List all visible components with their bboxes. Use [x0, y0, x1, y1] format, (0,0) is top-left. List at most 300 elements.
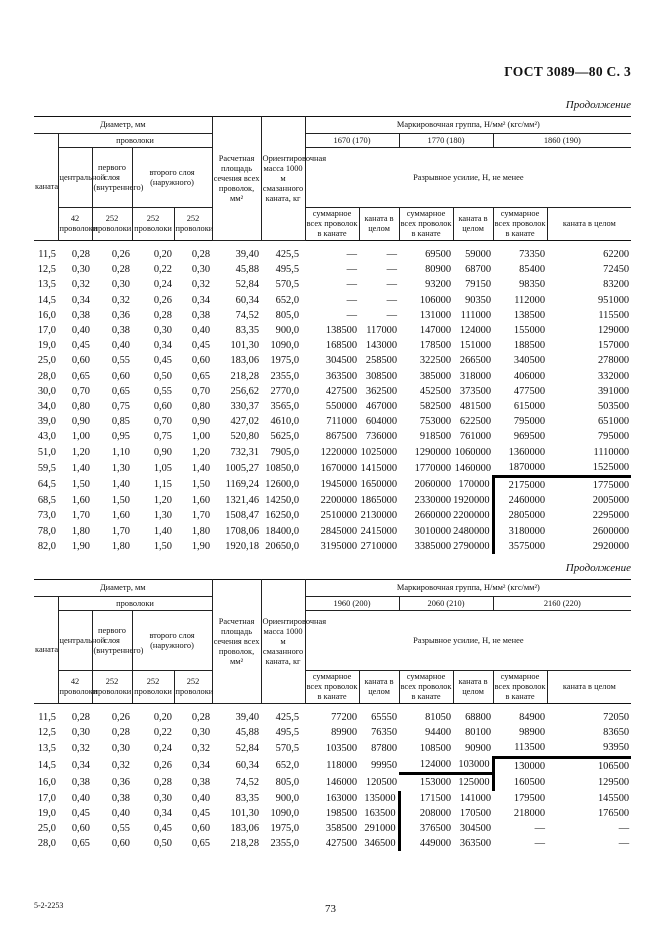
table-cell: 308500: [365, 370, 398, 382]
table-cell: 362500: [365, 385, 398, 397]
table-cell: 2790000: [453, 540, 490, 552]
table-cell: 2200000: [320, 495, 358, 507]
table-cell: 304500: [325, 355, 358, 367]
table-cell: 805,0: [275, 776, 300, 788]
table-cell: 120500: [365, 776, 398, 788]
table-cell: 43,0: [37, 431, 56, 443]
table-cell: 495,5: [275, 727, 300, 739]
table-cell: 113500: [514, 742, 546, 754]
column-header: 252 проволоки: [132, 208, 174, 241]
table-cell: 146000: [325, 776, 358, 788]
table-cell: 163000: [325, 792, 358, 804]
table-cell: 52,84: [235, 743, 260, 755]
table-cell: —: [346, 309, 358, 321]
table-cell: 0,55: [153, 385, 172, 397]
column-header: Разрывное усилие, Н, не менее: [305, 611, 631, 671]
table-cell: 101,30: [230, 807, 260, 819]
table-cell: 0,32: [191, 743, 211, 755]
table-cell: 0,40: [71, 792, 90, 804]
column-header: 252 проволоки: [132, 671, 174, 704]
table-cell: 652,0: [275, 294, 300, 306]
table-cell: 25,0: [37, 355, 56, 367]
table-cell: 2060000: [414, 479, 452, 491]
table-cell: 427,02: [230, 416, 260, 428]
table-cell: 131000: [419, 309, 452, 321]
table-cell: 0,34: [71, 759, 90, 771]
table-cell: 1110000: [593, 446, 630, 458]
table-cell: 1415000: [360, 462, 398, 474]
table-cell: 3010000: [414, 525, 452, 537]
table-cell: 2510000: [320, 510, 358, 522]
table-cell: 16,0: [37, 309, 56, 321]
table-cell: 188500: [513, 340, 546, 352]
table-header-row: [34, 117, 631, 134]
table-row: [34, 539, 631, 554]
table-cell: 0,28: [191, 712, 211, 723]
table-cell: 1920000: [453, 495, 490, 507]
table-cell: 163500: [364, 807, 396, 819]
table-cell: 0,40: [191, 325, 211, 337]
table-cell: 1,10: [111, 446, 130, 458]
table-cell: 135000: [364, 792, 396, 804]
column-header: второго слоя (наружного): [132, 611, 212, 671]
table-cell: —: [346, 249, 358, 260]
table-cell: 0,30: [191, 727, 211, 739]
table-cell: 28,0: [37, 370, 56, 382]
table-cell: 330,37: [230, 401, 260, 413]
table-cell: 0,65: [191, 370, 211, 382]
table-row: [34, 277, 631, 292]
table-cell: 4610,0: [270, 416, 300, 428]
column-header: 1960 (200): [305, 597, 399, 611]
table-cell: 68800: [465, 712, 492, 723]
table-header-row: [34, 134, 631, 148]
column-header: каната: [34, 597, 58, 704]
table-cell: 0,40: [111, 340, 130, 352]
table-cell: 900,0: [275, 325, 300, 337]
table-cell: 3565,0: [270, 401, 300, 413]
table-cell: 1,60: [71, 495, 90, 507]
table-cell: 1670000: [320, 462, 358, 474]
table-row: [34, 399, 631, 414]
table-row: [34, 806, 631, 821]
table-cell: 45,88: [235, 727, 260, 739]
table-row: [34, 369, 631, 384]
table-cell: 13,5: [37, 279, 56, 291]
table-cell: 125000: [453, 774, 493, 791]
table-cell: 79150: [465, 279, 492, 291]
table-cell: 129500: [597, 776, 630, 788]
column-header: проволоки: [58, 134, 212, 148]
table-cell: 124000: [419, 759, 452, 771]
table-cell: 1060000: [454, 446, 492, 458]
table-cell: —: [386, 249, 398, 260]
table-cell: 1321,46: [225, 495, 260, 507]
table-cell: 1025000: [360, 446, 398, 458]
continuation-label: Продолжение: [565, 562, 631, 574]
table-cell: 0,22: [153, 264, 172, 276]
table-cell: 106500: [547, 757, 631, 774]
column-header: 252 проволоки: [174, 208, 212, 241]
table-cell: 183,06: [230, 822, 260, 834]
table-cell: 52,84: [235, 279, 260, 291]
column-header: первого слоя (внутреннего): [92, 611, 132, 671]
table-cell: 59000: [465, 249, 492, 260]
table-cell: 89900: [331, 727, 358, 739]
table-cell: 0,75: [153, 431, 172, 443]
table-cell: 82,0: [37, 540, 56, 552]
table-cell: 0,50: [153, 838, 172, 850]
table-cell: 795000: [513, 416, 546, 428]
column-header: 2160 (220): [493, 597, 631, 611]
table-cell: 467000: [365, 401, 398, 413]
column-header: 1770 (180): [399, 134, 493, 148]
column-header: 2060 (210): [399, 597, 493, 611]
table-cell: 452500: [419, 385, 452, 397]
table-cell: 711000: [326, 416, 358, 428]
table-cell: 1945000: [320, 479, 358, 491]
table-cell: 0,32: [111, 294, 130, 306]
table-cell: 138500: [513, 309, 546, 321]
table-cell: 25,0: [37, 822, 56, 834]
table-cell: —: [534, 838, 546, 850]
table-cell: 0,24: [153, 279, 172, 291]
table-cell: 83200: [603, 279, 630, 291]
table-cell: 795000: [597, 431, 630, 443]
table-row: [34, 445, 631, 460]
table-cell: 0,95: [111, 431, 130, 443]
table-cell: 2005000: [592, 495, 630, 507]
column-header: каната в целом: [453, 671, 493, 704]
table-cell: —: [386, 279, 398, 291]
table-cell: 0,28: [111, 727, 130, 739]
table-cell: 1508,47: [225, 510, 260, 522]
table-header-row: [34, 148, 631, 208]
table-cell: 376500: [399, 821, 453, 836]
table-cell: 550000: [325, 401, 358, 413]
table-cell: 425,5: [275, 712, 300, 723]
table-cell: 0,70: [191, 385, 211, 397]
table-cell: 622500: [459, 416, 492, 428]
table-cell: 266500: [459, 355, 492, 367]
table-cell: 0,65: [71, 370, 90, 382]
table-cell: 84900: [519, 712, 546, 723]
table-cell: 503500: [597, 401, 630, 413]
table-cell: 151000: [459, 340, 492, 352]
table-cell: 425,5: [275, 249, 300, 260]
table-cell: 0,60: [191, 355, 211, 367]
table-cell: 0,34: [191, 294, 211, 306]
table-cell: 1290000: [414, 446, 452, 458]
table-cell: 0,55: [111, 822, 130, 834]
table-cell: 87800: [371, 743, 398, 755]
table-cell: 1865000: [360, 495, 398, 507]
table-cell: 99950: [371, 759, 398, 771]
table-cell: 1090,0: [270, 807, 300, 819]
table-cell: 68,5: [37, 495, 56, 507]
table-cell: 198500: [325, 807, 358, 819]
table-cell: 0,55: [111, 355, 130, 367]
table-cell: 0,34: [153, 807, 172, 819]
table-cell: 93200: [425, 279, 452, 291]
table-cell: 0,30: [153, 325, 172, 337]
table-cell: 1220000: [320, 446, 358, 458]
table-cell: 60,34: [235, 294, 260, 306]
table-cell: 258500: [365, 355, 398, 367]
column-header: каната в целом: [547, 671, 631, 704]
table-cell: 481500: [459, 401, 492, 413]
table-cell: 178500: [419, 340, 452, 352]
table-cell: 1005,27: [225, 462, 260, 474]
table-cell: 160500: [493, 774, 547, 791]
table-cell: 1,50: [71, 479, 90, 491]
table-cell: 1,50: [191, 479, 211, 491]
column-header: 252 проволоки: [92, 208, 132, 241]
table-cell: 39,40: [235, 249, 260, 260]
table-cell: 90350: [465, 294, 492, 306]
table-cell: 11,5: [38, 249, 56, 260]
table-cell: 83,35: [235, 325, 260, 337]
column-header: Диаметр, мм: [34, 580, 212, 597]
table-cell: 363500: [459, 838, 492, 850]
table-cell: 73350: [519, 249, 546, 260]
table-header-row: [34, 611, 631, 671]
table-cell: 0,45: [153, 355, 172, 367]
table-cell: 1,00: [191, 431, 211, 443]
column-header: суммарное всех проволок в канате: [305, 208, 359, 241]
table-cell: 51,0: [37, 446, 56, 458]
table-cell: 130000: [493, 757, 547, 774]
table-cell: 30,0: [37, 385, 56, 397]
table-row: [34, 308, 631, 323]
table-cell: 129000: [597, 325, 630, 337]
table-cell: 1,40: [153, 525, 172, 537]
table-cell: 1,80: [191, 525, 211, 537]
table-cell: 1975,0: [270, 355, 300, 367]
table-row: [34, 323, 631, 338]
table-cell: 0,45: [71, 340, 90, 352]
table-cell: 77200: [331, 712, 358, 723]
table-cell: 0,60: [153, 401, 172, 413]
document-title: ГОСТ 3089—80 С. 3: [504, 64, 631, 79]
table-row: [34, 353, 631, 368]
table-cell: 118000: [326, 759, 358, 771]
table-row: [34, 493, 631, 508]
column-header: каната в целом: [453, 208, 493, 241]
table-cell: 74,52: [235, 776, 260, 788]
table-cell: 1708,06: [225, 525, 260, 537]
table-cell: 12600,0: [265, 479, 300, 491]
table-cell: 1460000: [454, 462, 492, 474]
column-header: центральной: [58, 148, 92, 208]
table-row: [34, 262, 631, 277]
table-cell: 0,28: [71, 712, 90, 723]
table-row: [34, 429, 631, 444]
column-header: центральной: [58, 611, 92, 671]
table-row: [34, 247, 631, 262]
table-cell: 176500: [597, 807, 630, 819]
table-cell: 1,70: [191, 510, 211, 522]
table-cell: 0,45: [153, 822, 172, 834]
table-cell: 218,28: [230, 838, 260, 850]
table-cell: 69500: [425, 249, 452, 260]
table-cell: 0,32: [71, 279, 90, 291]
table-cell: 1870000: [508, 461, 546, 473]
table-cell: 141000: [459, 792, 492, 804]
table-cell: 0,28: [71, 249, 90, 260]
table-cell: 72050: [603, 712, 630, 723]
table-cell: 16250,0: [265, 510, 300, 522]
table-cell: 363500: [325, 370, 358, 382]
table-cell: 16,0: [37, 776, 56, 788]
table-cell: 0,45: [191, 807, 211, 819]
column-header: второго слоя (наружного): [132, 148, 212, 208]
table-cell: 652,0: [275, 759, 300, 771]
table-cell: 1,30: [111, 462, 130, 474]
column-header: суммарное всех проволок в канате: [305, 671, 359, 704]
table-cell: 918500: [419, 431, 452, 443]
table-cell: 112000: [514, 294, 546, 306]
table-cell: 108500: [419, 743, 452, 755]
table-cell: 115500: [598, 309, 630, 321]
table-cell: 80100: [465, 727, 492, 739]
table-cell: —: [534, 822, 546, 834]
table-cell: 168500: [325, 340, 358, 352]
table-cell: 604000: [365, 416, 398, 428]
table-cell: 761000: [459, 431, 492, 443]
column-header: Разрывное усилие, Н, не менее: [305, 148, 631, 208]
table-cell: 3195000: [320, 540, 358, 552]
table-cell: 0,40: [191, 792, 211, 804]
table-cell: 2460000: [493, 493, 547, 508]
table-cell: 60,34: [235, 759, 260, 771]
table-cell: 3385000: [414, 540, 452, 552]
table-row: [34, 757, 631, 774]
table-cell: 0,32: [71, 743, 90, 755]
table-cell: 1650000: [360, 479, 398, 491]
table-cell: 0,65: [191, 838, 211, 850]
table-cell: 17,0: [37, 325, 56, 337]
table-cell: 0,34: [71, 294, 90, 306]
table-cell: 0,30: [111, 743, 130, 755]
table-cell: 12,5: [37, 264, 56, 276]
table-cell: 0,40: [71, 325, 90, 337]
table-cell: 2660000: [414, 510, 452, 522]
table-cell: 170500: [459, 807, 492, 819]
table-row: [34, 774, 631, 791]
table-cell: —: [346, 264, 358, 276]
table-cell: 1525000: [592, 461, 630, 473]
table-cell: 0,65: [71, 838, 90, 850]
table-cell: 19,0: [37, 807, 56, 819]
column-header: 252 проволоки: [174, 671, 212, 704]
table-cell: 39,40: [235, 712, 260, 723]
table-cell: 0,40: [111, 807, 130, 819]
table-row: [34, 414, 631, 429]
table-cell: 39,0: [37, 416, 56, 428]
table-cell: 0,90: [153, 446, 172, 458]
table-cell: —: [618, 838, 630, 850]
table-cell: 93950: [603, 742, 630, 754]
table-cell: 0,26: [153, 294, 172, 306]
table-cell: 570,5: [275, 279, 300, 291]
table-cell: 340500: [513, 355, 546, 367]
table-cell: 1360000: [508, 446, 546, 458]
table-cell: 0,30: [153, 792, 172, 804]
column-header: каната: [34, 134, 58, 241]
table-cell: 358500: [325, 822, 358, 834]
table-cell: 103500: [325, 743, 358, 755]
table-cell: 171500: [399, 791, 453, 806]
table-cell: 0,45: [191, 340, 211, 352]
table-cell: 0,45: [71, 807, 90, 819]
table-cell: 2480000: [453, 525, 490, 537]
table-cell: 0,32: [191, 279, 211, 291]
table-cell: 73,0: [37, 510, 56, 522]
table-cell: 1169,24: [225, 479, 260, 491]
table-cell: 0,24: [153, 743, 172, 755]
table-cell: 373500: [459, 385, 492, 397]
table-row: [34, 460, 631, 477]
table-cell: 2710000: [360, 540, 398, 552]
table-cell: 0,36: [111, 309, 130, 321]
table-cell: 867500: [325, 431, 358, 443]
table-cell: 332000: [597, 370, 630, 382]
table-cell: 732,31: [230, 446, 260, 458]
table-cell: 256,62: [230, 385, 260, 397]
table-cell: 5625,0: [270, 431, 300, 443]
table-cell: 208000: [399, 806, 453, 821]
table-cell: 2415000: [360, 525, 398, 537]
table-cell: 651000: [597, 416, 630, 428]
table-cell: 391000: [597, 385, 630, 397]
table-cell: 2355,0: [270, 370, 300, 382]
table-cell: 318000: [459, 370, 492, 382]
column-header: Расчетная площадь сечения всех проволок, мм²: [212, 580, 261, 704]
data-table: [34, 116, 631, 554]
table-cell: 98900: [519, 727, 546, 739]
table-cell: 0,26: [153, 759, 172, 771]
table-cell: 2600000: [592, 525, 630, 537]
table-cell: 153000: [399, 774, 453, 791]
table-cell: 155000: [513, 325, 546, 337]
continuation-label: Продолжение: [565, 99, 631, 111]
table-cell: 1,20: [153, 495, 172, 507]
table-cell: 0,34: [191, 759, 211, 771]
table-cell: 17,0: [37, 792, 56, 804]
table-cell: 0,30: [191, 264, 211, 276]
table-row: [34, 725, 631, 740]
table-cell: 449000: [399, 836, 453, 851]
table-header-row: [34, 580, 631, 597]
table-cell: 45,88: [235, 264, 260, 276]
table-cell: 0,26: [111, 712, 130, 723]
table-row: [34, 791, 631, 806]
table-cell: 83650: [603, 727, 630, 739]
table-cell: 0,30: [71, 264, 90, 276]
table-row: [34, 710, 631, 725]
table-cell: 68700: [465, 264, 492, 276]
print-code: 5-2-2253: [34, 901, 64, 910]
table-cell: 2805000: [493, 508, 547, 523]
table-cell: 427500: [325, 385, 358, 397]
table-cell: 98350: [519, 279, 546, 291]
table-cell: 157000: [597, 340, 630, 352]
table-header-row: [34, 597, 631, 611]
table-cell: 615000: [513, 401, 546, 413]
column-header: проволоки: [58, 597, 212, 611]
table-cell: 951000: [597, 294, 630, 306]
